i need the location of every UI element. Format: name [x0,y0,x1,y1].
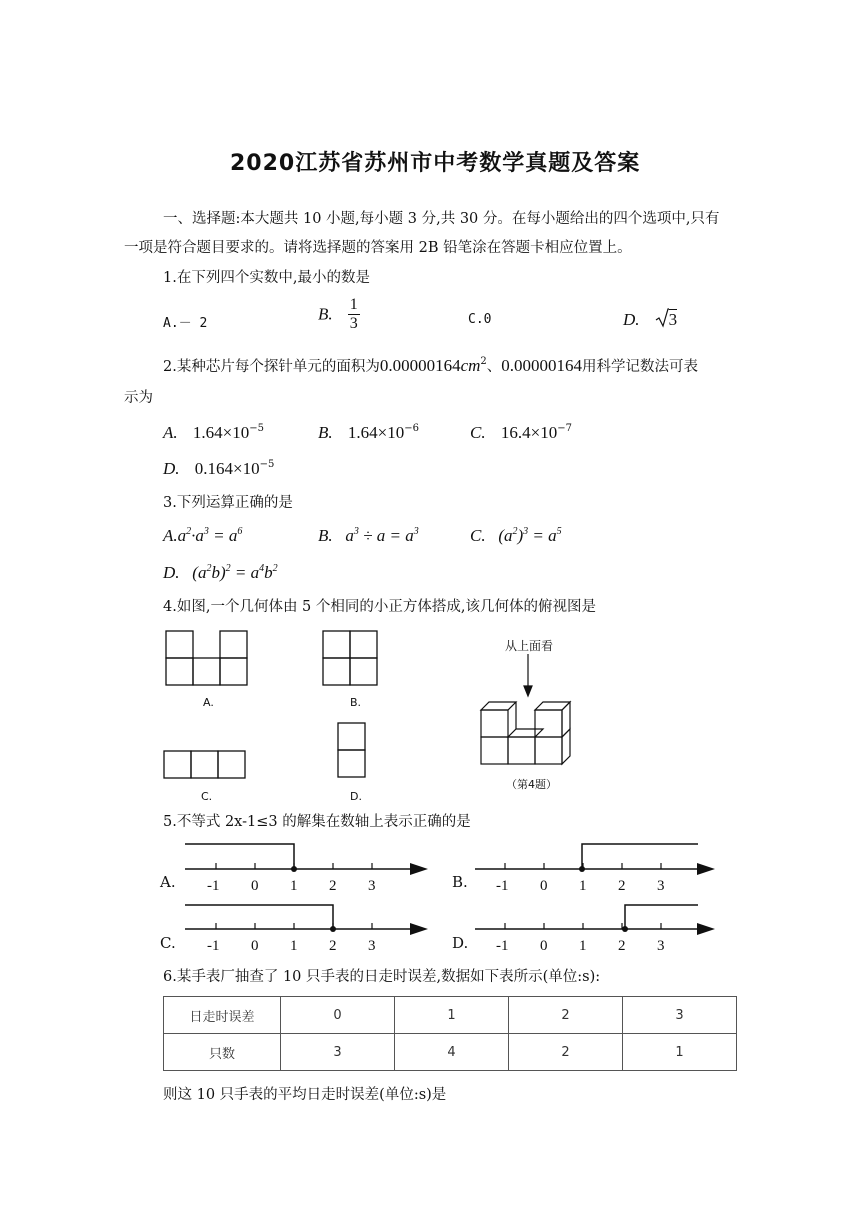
q4-label-d: D. [350,790,362,803]
axis-tick-label: -1 [496,878,509,894]
q2-option-a-exp: −5 [249,423,264,434]
section-intro-line1: 一、选择题:本大题共 10 小题,每小题 3 分,共 30 分。在每小题给出的四个选项中,只有 [163,211,720,227]
q1-sqrt-value: 3 [668,310,678,329]
q5-stem: 5.不等式 2x-1≤3 的解集在数轴上表示正确的是 [163,814,471,830]
q2-stem-part2: 用科学记数法可表 [582,359,699,375]
q2-option-c-value: 16.4×10 [500,423,558,442]
q2-unit-exponent: 2 [480,356,487,367]
axis-tick-label: -1 [207,938,220,954]
q2-option-b-label: B. [318,423,333,442]
sqrt-icon [655,308,669,328]
q2-stem [163,356,698,377]
axis-tick-label: 1 [579,938,587,954]
q5-point-b [579,866,585,872]
axis-tick-label: 3 [657,938,665,954]
q4-figure-d [338,723,365,777]
q2-option-c-label: C. [470,423,486,442]
table-cell: 4 [395,1034,509,1071]
table-cell: 2 [509,1034,623,1071]
q5-range-a [185,844,294,869]
axis-tick-label: -1 [207,878,220,894]
q5-label-c: C. [160,934,176,952]
axis-tick-label: -1 [496,938,509,954]
table-cell: 2 [509,997,623,1034]
q2-option-b [318,423,419,443]
q5-point-d [622,926,628,932]
q1-option-a: A.－ 2 [163,316,208,331]
table-cell: 3 [623,997,737,1034]
q2-unit: cm [460,356,481,375]
q3-option-d: D. $(a^2b)^2 = a^4b^2$ [163,563,278,582]
axis-tick-label: 3 [657,878,665,894]
q1-fraction-numerator: 1 [349,296,358,313]
q3-option-b: B. $a^3 \div a = a^3$ [318,526,419,545]
q1-option-b-label: B. [318,304,333,324]
page-title: 2020江苏省苏州市中考数学真题及答案 [230,151,641,176]
axis-tick-label: 0 [540,878,548,894]
q1-stem: 1.在下列四个实数中,最小的数是 [163,270,370,286]
q5-range-c [185,905,333,929]
q2-stem-part1: 2.某种芯片每个探针单元的面积为 [163,359,380,375]
table-header-count: 只数 [164,1034,281,1071]
q2-number-1: 0.00000164 [379,356,461,375]
table-cell: 0 [281,997,395,1034]
q4-figure-c [164,751,245,778]
q3-stem: 3.下列运算正确的是 [163,495,293,511]
q4-label-b: B. [350,696,362,709]
q4-label-c: C. [201,790,213,803]
q4-figure-caption: （第4题） [506,778,557,791]
q1-fraction [348,296,360,333]
axis-tick-label: 2 [618,878,626,894]
table-row [164,1034,737,1071]
q4-option-figures [155,625,415,805]
q2-option-a-value: 1.64×10 [192,423,250,442]
q5-label-d: D. [452,934,469,952]
q2-number-2: 0.00000164 [501,356,583,375]
q5-label-a: A. [160,873,176,891]
q2-option-b-exp: −6 [404,423,419,434]
axis-tick-label: 3 [368,938,376,954]
q2-option-a-label: A. [163,423,178,442]
q4-stem: 4.如图,一个几何体由 5 个相同的小正方体搭成,该几何体的俯视图是 [163,599,596,615]
q2-option-d-value: 0.164×10 [194,459,260,478]
q6-question: 则这 10 只手表的平均日走时误差(单位:s)是 [163,1087,447,1103]
q4-figure-b [323,631,377,685]
axis-tick-label: 0 [540,938,548,954]
axis-tick-label: 3 [368,878,376,894]
q5-label-b: B. [452,873,468,891]
q1-option-b [318,296,360,333]
axis-tick-label: 1 [290,878,298,894]
axis-tick-label: 0 [251,938,259,954]
q3-option-a: $A.a^2\cdot a^3 = a^6$ [163,526,243,545]
q2-option-b-value: 1.64×10 [347,423,405,442]
q1-fraction-denominator: 3 [349,315,358,332]
table-cell: 1 [395,997,509,1034]
axis-tick-label: 1 [290,938,298,954]
q4-view-label: 从上面看 [505,639,554,653]
q2-option-a [163,423,264,443]
axis-tick-label: 2 [329,878,337,894]
axis-tick-label: 0 [251,878,259,894]
q2-option-d-exp: −5 [259,459,275,470]
q5-number-lines [150,838,740,958]
axis-tick-label: 2 [329,938,337,954]
q5-point-a [291,866,297,872]
section-intro-line2: 一项是符合题目要求的。请将选择题的答案用 2B 铅笔涂在答题卡相应位置上。 [124,240,632,256]
axis-tick-label: 2 [618,938,626,954]
q2-option-d-label: D. [163,459,180,478]
q5-point-c [330,926,336,932]
q6-data-table [163,996,737,1071]
q3-option-c: C. $(a^2)^3 = a^5$ [470,526,562,545]
table-row [164,997,737,1034]
q2-option-c-exp: −7 [557,423,572,434]
q4-figure-a [166,631,247,685]
q4-label-a: A. [203,696,214,709]
q2-option-d [163,459,274,479]
q1-option-d [623,308,677,330]
q4-solid-figure [470,650,590,775]
q1-option-d-label: D. [623,310,640,329]
q5-range-b [582,844,698,869]
q1-option-c: C.0 [468,312,492,327]
table-cell: 1 [623,1034,737,1071]
q6-stem: 6.某手表厂抽查了 10 只手表的日走时误差,数据如下表所示(单位:s): [163,969,601,985]
q2-separator: 、 [486,359,502,375]
table-cell: 3 [281,1034,395,1071]
axis-tick-label: 1 [579,878,587,894]
q2-option-c [470,423,572,443]
table-header-error: 日走时误差 [164,997,281,1034]
q2-stem-cont: 示为 [124,390,153,406]
